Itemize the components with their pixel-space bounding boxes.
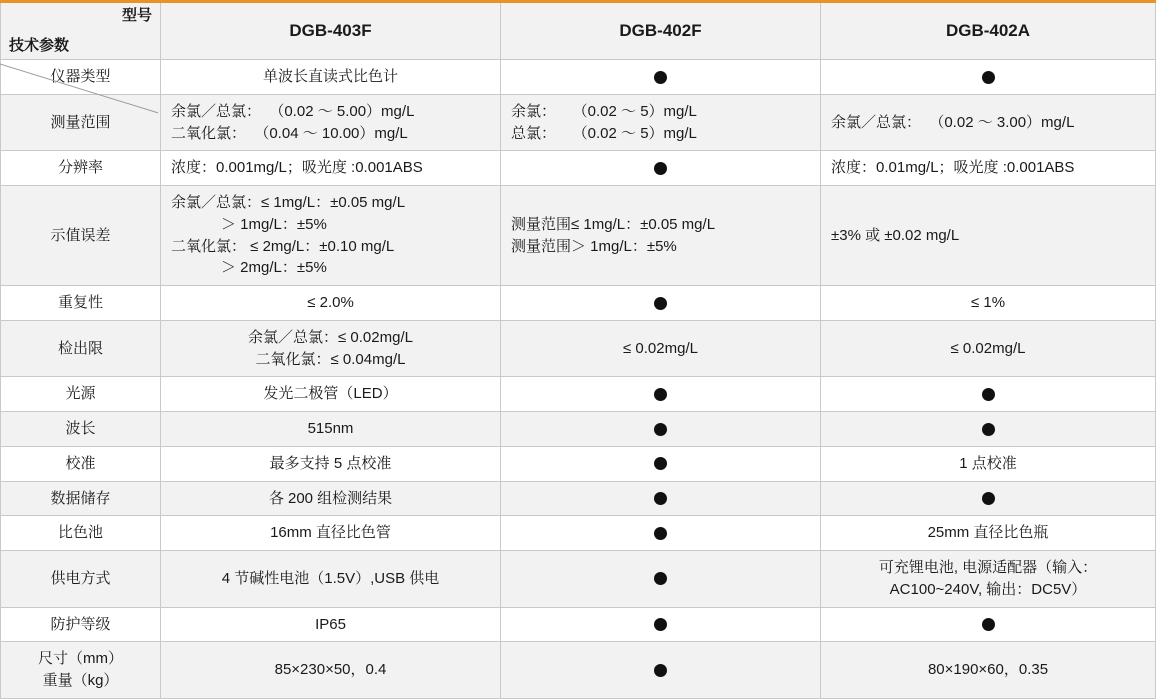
spec-cell-dgb-402f [501,151,821,186]
spec-cell-line: 余氯／总氯：≤ 1mg/L：±0.05 mg/L [171,194,406,211]
same-as-left-dot-icon [982,71,995,84]
spec-cell-dgb-402f [501,412,821,447]
same-as-left-dot-icon [654,527,667,540]
spec-cell-dgb-402a [821,94,1156,151]
spec-cell-line: ≤ 0.02mg/L [623,339,698,357]
spec-cell-line: 4 节碱性电池（1.5V）,USB 供电 [221,569,440,587]
spec-cell-line: 二氧化氯：≤ 0.04mg/L [255,350,406,368]
spec-cell-line: 16mm 直径比色管 [270,524,391,542]
spec-cell-dgb-402f [501,516,821,551]
spec-cell-dgb-402a [821,186,1156,286]
spec-cell-dgb-402f [501,60,821,95]
spec-cell-line: 最多支持 5 点校准 [269,454,392,472]
spec-cell-dgb-402a [821,320,1156,377]
table-row [1,607,1156,642]
table-row [1,320,1156,377]
parameter-name-line: 尺寸（mm） [38,650,123,668]
spec-cell-line: ＞ 1mg/L：±5% [171,215,327,233]
spec-cell-dgb-402a [821,446,1156,481]
spec-cell-line: AC100~240V, 输出：DC5V） [889,580,1087,598]
spec-cell-dgb-402f [501,94,821,151]
spec-cell-dgb-402f [501,551,821,608]
spec-cell-dgb-403f [161,320,501,377]
spec-cell-dgb-403f [161,412,501,447]
table-body [1,60,1156,699]
spec-cell-line: 余氯： （0.02 ～ 5）mg/L [511,102,697,120]
spec-cell-dgb-403f [161,286,501,321]
header-model-dgb-403f: DGB-403F [161,2,501,60]
parameter-name-cell: 示值误差 [1,186,161,286]
parameter-name-cell: 供电方式 [1,551,161,608]
table-row [1,551,1156,608]
spec-cell-dgb-402a [821,60,1156,95]
same-as-left-dot-icon [654,297,667,310]
spec-cell-dgb-402f [501,642,821,699]
table-header [1,2,1156,60]
spec-cell-line: 测量范围≤ 1mg/L：±0.05 mg/L [511,215,716,233]
table-row [1,94,1156,151]
parameter-name-cell: 重复性 [1,286,161,321]
spec-cell-line: IP65 [315,615,346,633]
table-row [1,60,1156,95]
spec-cell-dgb-403f [161,94,501,151]
spec-cell-dgb-402a [821,151,1156,186]
table-row [1,377,1156,412]
spec-cell-line: ＞ 2mg/L：±5% [171,259,327,277]
same-as-left-dot-icon [982,618,995,631]
parameter-name-line: 重量（kg） [42,672,119,689]
parameter-name-cell [1,642,161,699]
table-row [1,446,1156,481]
header-model-label: 型号 [121,7,152,24]
spec-cell-line: 测量范围＞ 1mg/L：±5% [511,237,677,255]
spec-cell-line: 余氯／总氯：≤ 0.02mg/L [248,328,413,346]
spec-cell-line: 二氧化氯： ≤ 2mg/L：±0.10 mg/L [171,237,395,255]
spec-cell-line: 515nm [307,420,354,437]
spec-cell-dgb-403f [161,516,501,551]
spec-cell-line: 浓度：0.001mg/L；吸光度 :0.001ABS [171,159,423,177]
spec-cell-dgb-403f [161,607,501,642]
spec-cell-dgb-403f [161,377,501,412]
parameter-name-cell: 分辨率 [1,151,161,186]
spec-cell-dgb-402a [821,551,1156,608]
spec-cell-dgb-403f [161,60,501,95]
parameter-name-cell: 检出限 [1,320,161,377]
header-row [1,2,1156,60]
same-as-left-dot-icon [654,71,667,84]
spec-cell-line: 25mm 直径比色瓶 [927,524,1049,542]
same-as-left-dot-icon [654,388,667,401]
spec-cell-line: ±3% 或 ±0.02 mg/L [831,226,960,244]
spec-cell-line: 余氯／总氯： （0.02 ～ 3.00）mg/L [831,113,1075,131]
spec-cell-line: ≤ 2.0% [307,294,354,311]
spec-cell-dgb-403f [161,446,501,481]
table-row [1,642,1156,699]
spec-cell-line: 85×230×50，0.4 [274,661,387,679]
parameter-name-cell: 测量范围 [1,94,161,151]
parameter-name-cell: 仪器类型 [1,60,161,95]
same-as-left-dot-icon [982,492,995,505]
spec-cell-dgb-402f [501,377,821,412]
header-corner-cell [1,2,161,60]
spec-cell-dgb-403f [161,642,501,699]
spec-cell-line: 可充锂电池, 电源适配器（输入： [878,559,1098,576]
spec-cell-line: 单波长直读式比色计 [262,68,398,85]
spec-cell-line: 浓度：0.01mg/L；吸光度 :0.001ABS [831,159,1075,177]
spec-cell-dgb-402f [501,320,821,377]
spec-cell-line: 总氯： （0.02 ～ 5）mg/L [511,124,697,142]
spec-cell-dgb-402f [501,446,821,481]
same-as-left-dot-icon [654,618,667,631]
spec-cell-dgb-403f [161,481,501,516]
spec-cell-line: 80×190×60，0.35 [927,661,1049,679]
table-row [1,286,1156,321]
same-as-left-dot-icon [982,423,995,436]
spec-cell-dgb-402f [501,186,821,286]
same-as-left-dot-icon [654,664,667,677]
spec-cell-dgb-402f [501,481,821,516]
spec-cell-dgb-402f [501,286,821,321]
table-row [1,151,1156,186]
spec-cell-line: 余氯／总氯： （0.02 ～ 5.00）mg/L [171,102,415,120]
spec-cell-dgb-402a [821,607,1156,642]
spec-cell-line: ≤ 1% [970,294,1006,311]
same-as-left-dot-icon [654,162,667,175]
spec-cell-dgb-403f [161,151,501,186]
same-as-left-dot-icon [654,457,667,470]
parameter-name-cell: 光源 [1,377,161,412]
same-as-left-dot-icon [654,572,667,585]
header-model-dgb-402f: DGB-402F [501,2,821,60]
spec-cell-line: 发光二极管（LED） [263,385,398,403]
same-as-left-dot-icon [654,492,667,505]
parameter-name-cell: 数据储存 [1,481,161,516]
parameter-name-cell: 比色池 [1,516,161,551]
spec-cell-dgb-402a [821,516,1156,551]
spec-cell-line: 二氧化氯： （0.04 ～ 10.00）mg/L [171,124,408,142]
spec-cell-dgb-402a [821,377,1156,412]
table-row [1,516,1156,551]
table-row [1,481,1156,516]
spec-cell-dgb-403f [161,186,501,286]
spec-cell-dgb-402a [821,481,1156,516]
parameter-name-cell: 防护等级 [1,607,161,642]
spec-cell-line: ≤ 0.02mg/L [950,339,1026,357]
spec-cell-line: 1 点校准 [959,454,1017,472]
spec-cell-dgb-402a [821,412,1156,447]
spec-cell-dgb-402a [821,286,1156,321]
table-row [1,412,1156,447]
header-param-label: 技术参数 [9,37,70,55]
spec-cell-dgb-402a [821,642,1156,699]
header-model-dgb-402a: DGB-402A [821,2,1156,60]
parameter-name-cell: 校准 [1,446,161,481]
same-as-left-dot-icon [654,423,667,436]
spec-cell-dgb-403f [161,551,501,608]
table-row [1,186,1156,286]
same-as-left-dot-icon [982,388,995,401]
spec-cell-dgb-402f [501,607,821,642]
parameter-name-cell: 波长 [1,412,161,447]
spec-cell-line: 各 200 组检测结果 [268,489,393,507]
